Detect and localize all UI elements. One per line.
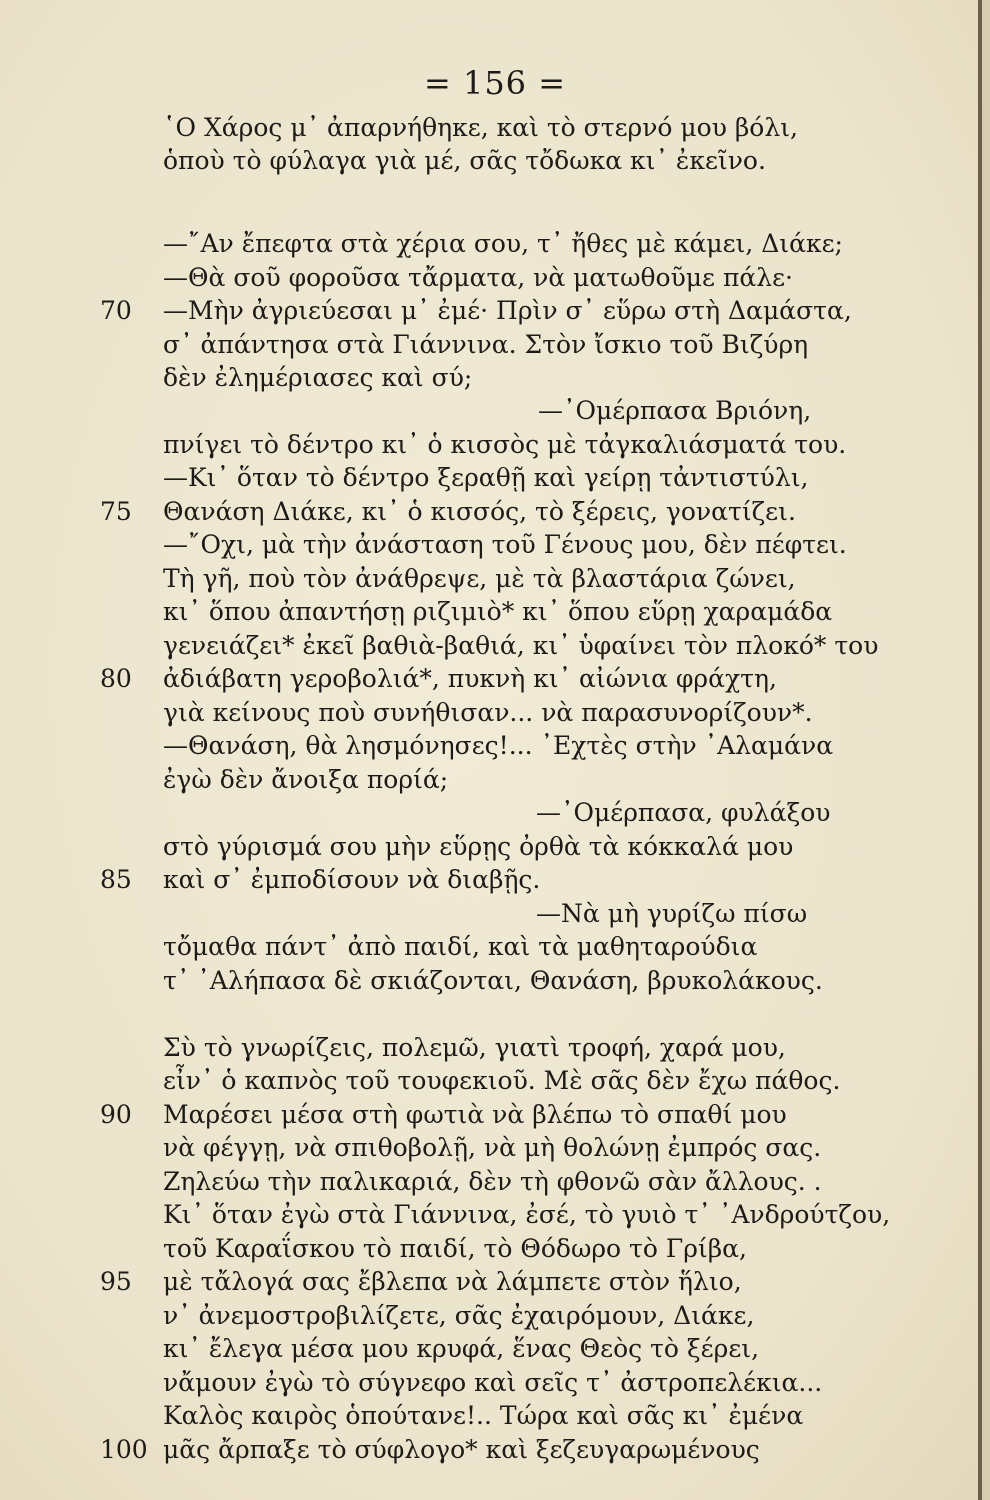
verse-line: στὸ γύρισμά σου μὴν εὕρῃς ὀρθὰ τὰ κόκκαλά μου [163,832,794,861]
verse-line: Ζηλεύω τὴν παλικαριά, δὲν τὴ φθονῶ σὰν ἄλλους. . [163,1167,822,1196]
verse-line: κι᾽ ὅπου ἀπαντήσῃ ριζιμιὸ* κι᾽ ὅπου εὕρῃ χαραμάδα [163,597,833,626]
verse-line: —Νὰ μὴ γυρίζω πίσω [536,899,808,928]
page-number: = 156 = [423,64,567,102]
verse-line: τοῦ Καραΐσκου τὸ παιδί, τὸ Θόδωρο τὸ Γρίβα, [163,1234,748,1263]
line-number: 75 [100,497,132,526]
line-number: 90 [100,1100,132,1129]
verse-line: —᾿Ομέρπασα Βριόνη, [538,396,812,425]
verse-line: εἶν᾽ ὁ καπνὸς τοῦ τουφεκιοῦ. Μὲ σᾶς δὲν ἔχω πάθος. [163,1066,841,1095]
line-number: 85 [100,865,132,894]
verse-line: Καλὸς καιρὸς ὁπούτανε!.. Τώρα καὶ σᾶς κι᾽ ἐμένα [163,1401,804,1430]
verse-line: ῾Ο Χάρος μ᾽ ἀπαρνήθηκε, καὶ τὸ στερνό μου βόλι, [163,113,798,142]
verse-line: —Κι᾽ ὅταν τὸ δέντρο ξεραθῇ καὶ γείρῃ τἀντιστύλι, [163,463,809,492]
verse-line: γιὰ κείνους ποὺ συνήθισαν... νὰ παρασυνορίζουν*. [163,698,813,727]
verse-line: Κι᾽ ὅταν ἐγὼ στὰ Γιάννινα, ἐσέ, τὸ γυιὸ τ᾽ ᾿Ανδρούτζου, [163,1200,891,1229]
page-margin-strip [982,0,990,1500]
verse-line: ἀδιάβατη γεροβολιά*, πυκνὴ κι᾽ αἰώνια φράχτη, [163,664,777,693]
verse-line: νὰ φέγγῃ, νὰ σπιθοβολῇ, νὰ μὴ θολώνῃ ἐμπρός σας. [163,1133,822,1162]
line-number: 100 [100,1435,148,1464]
verse-line: νἄμουν ἐγὼ τὸ σύγνεφο καὶ σεῖς τ᾽ ἀστροπελέκια... [163,1368,823,1397]
verse-line: —Θανάση, θὰ λησμόνησες!... ᾿Εχτὲς στὴν ᾿Αλαμάνα [163,731,834,760]
verse-line: —῎Αν ἔπεφτα στὰ χέρια σου, τ᾽ ἤθες μὲ κάμει, Διάκε; [163,229,843,258]
line-number: 80 [100,664,132,693]
verse-line: τὄμαθα πάντ᾽ ἀπὸ παιδί, καὶ τὰ μαθηταρούδια [163,932,758,961]
verse-line: καὶ σ᾽ ἐμποδίσουν νὰ διαβῇς. [163,865,541,894]
line-number: 95 [100,1267,132,1296]
verse-line: ν᾽ ἀνεμοστροβιλίζετε, σᾶς ἐχαιρόμουν, Διάκε, [163,1301,755,1330]
verse-line: δὲν ἐλημέριασες καὶ σύ; [163,363,473,392]
verse-line: κι᾽ ἔλεγα μέσα μου κρυφά, ἕνας Θεὸς τὸ ξέρει, [163,1334,760,1363]
line-number: 70 [100,296,132,325]
verse-line: —Μὴν ἀγριεύεσαι μ᾽ ἐμέ· Πρὶν σ᾽ εὕρω στὴ Δαμάστα, [163,296,852,325]
verse-line: Μαρέσει μέσα στὴ φωτιὰ νὰ βλέπω τὸ σπαθί μου [163,1100,787,1129]
verse-line: μὲ τἄλογά σας ἔβλεπα νὰ λάμπετε στὸν ἥλιο, [163,1267,742,1296]
verse-line: σ᾽ ἀπάντησα στὰ Γιάννινα. Στὸν ἴσκιο τοῦ Βιζύρη [163,330,809,359]
verse-line: ὁποὺ τὸ φύλαγα γιὰ μέ, σᾶς τὄδωκα κι᾽ ἐκεῖνο. [163,146,766,175]
verse-line: μᾶς ἄρπαξε τὸ σύφλογο* καὶ ξεζευγαρωμένους [163,1435,760,1464]
verse-line: ἐγὼ δὲν ἄνοιξα πορίά; [163,765,449,794]
verse-line: τ᾽ ᾿Αλήπασα δὲ σκιάζονται, Θανάση, βρυκολάκους. [163,966,823,995]
verse-line: Τὴ γῆ, ποὺ τὸν ἀνάθρεψε, μὲ τὰ βλαστάρια ζώνει, [163,564,796,593]
verse-line: —῎Οχι, μὰ τὴν ἀνάσταση τοῦ Γένους μου, δὲν πέφτει. [163,530,847,559]
verse-line: γενειάζει* ἐκεῖ βαθιὰ-βαθιά, κι᾽ ὑφαίνει τὸν πλοκό* του [163,631,879,660]
verse-line: Θανάση Διάκε, κι᾽ ὁ κισσός, τὸ ξέρεις, γονατίζει. [163,497,796,526]
verse-line: Σὺ τὸ γνωρίζεις, πολεμῶ, γιατὶ τροφή, χαρά μου, [163,1033,786,1062]
verse-line: —Θὰ σοῦ φοροῦσα τἄρματα, νὰ ματωθοῦμε πάλε· [163,263,794,292]
verse-line: πνίγει τὸ δέντρο κι᾽ ὁ κισσὸς μὲ τἀγκαλιάσματά του. [163,430,847,459]
verse-line: —᾿Ομέρπασα, φυλάξου [536,798,831,827]
